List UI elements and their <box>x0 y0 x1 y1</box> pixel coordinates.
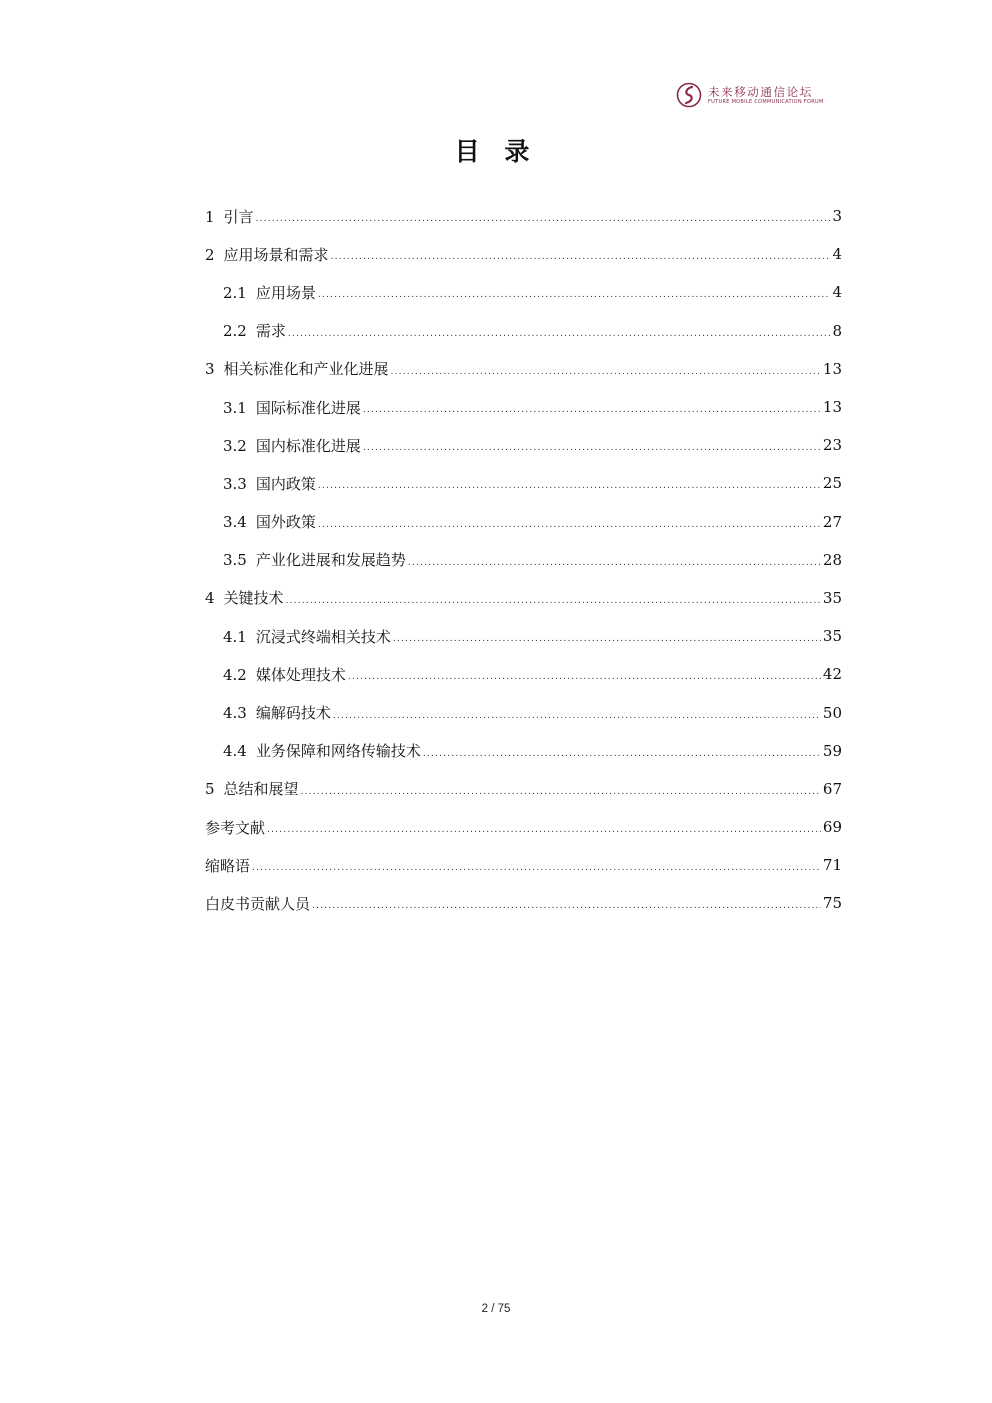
toc-entry-label <box>223 549 406 570</box>
toc-entry-text: 应用场景和需求 <box>223 245 329 264</box>
toc-entry-label <box>205 817 265 838</box>
toc-entry-text: 参考文献 <box>205 818 266 837</box>
toc-entry-text: 沉浸式终端相关技术 <box>255 627 391 646</box>
toc-entry[interactable] <box>205 846 842 884</box>
toc-entry[interactable] <box>205 732 842 770</box>
toc-entry-text: 国外政策 <box>255 513 316 532</box>
toc-entry-number: 2.1 <box>223 283 247 302</box>
toc-entry-text: 国内标准化进展 <box>255 436 361 455</box>
toc-entry[interactable] <box>205 388 842 426</box>
toc-entry-page: 35 <box>822 627 842 646</box>
toc-dot-leader <box>348 672 821 682</box>
toc-entry-number: 3.2 <box>223 436 247 455</box>
toc-entry-page: 4 <box>832 245 842 264</box>
toc-entry-number: 5 <box>205 780 215 799</box>
toc-entry[interactable] <box>205 808 842 846</box>
toc-entry-text: 应用场景 <box>255 283 316 302</box>
toc-entry-label <box>223 511 316 532</box>
toc-entry-page: 23 <box>822 436 842 455</box>
toc-entry-text: 白皮书贡献人员 <box>205 894 311 913</box>
toc-entry-label <box>223 435 361 456</box>
toc-dot-leader <box>286 596 821 606</box>
toc-entry-text: 需求 <box>255 322 286 341</box>
toc-entry-page: 13 <box>822 359 842 378</box>
toc-dot-leader <box>408 558 821 568</box>
toc-entry-page: 28 <box>822 550 842 569</box>
toc-entry-number: 2.2 <box>223 322 247 341</box>
page-number-footer: 2 / 75 <box>481 1303 511 1315</box>
toc-entry-page: 35 <box>822 588 842 607</box>
toc-entry-page: 27 <box>822 512 842 531</box>
forum-logo-mark-icon <box>676 82 702 108</box>
toc-dot-leader <box>318 290 831 300</box>
toc-entry-number: 1 <box>205 207 215 226</box>
toc-entry[interactable] <box>205 350 842 388</box>
toc-entry-label <box>205 587 284 608</box>
forum-logo <box>676 80 846 110</box>
toc-entry[interactable] <box>205 197 842 235</box>
toc-entry-number: 4.2 <box>223 665 247 684</box>
toc-entry[interactable] <box>205 655 842 693</box>
toc-entry-label <box>205 206 254 227</box>
toc-entry-number: 3.4 <box>223 513 247 532</box>
toc-entry-label <box>205 778 299 799</box>
toc-entry-text: 媒体处理技术 <box>255 665 346 684</box>
toc-dot-leader <box>391 367 821 377</box>
toc-entry-text: 总结和展望 <box>223 780 299 799</box>
toc-dot-leader <box>252 863 821 873</box>
toc-entry[interactable] <box>205 235 842 273</box>
toc-entry-label <box>205 855 250 876</box>
toc-entry-text: 相关标准化和产业化进展 <box>223 360 389 379</box>
toc-entry-page: 42 <box>822 665 842 684</box>
toc-entry-page: 25 <box>822 474 842 493</box>
toc-dot-leader <box>318 520 821 530</box>
page-title: 目 录 <box>454 137 538 166</box>
toc-dot-leader <box>312 901 821 911</box>
toc-entry-label <box>223 320 286 341</box>
toc-entry[interactable] <box>205 426 842 464</box>
toc-entry[interactable] <box>205 503 842 541</box>
logo-english-text: FUTURE MOBILE COMMUNICATION FORUM <box>708 99 824 105</box>
toc-entry-text: 引言 <box>223 207 254 226</box>
toc-entry-number: 4 <box>205 589 215 608</box>
toc-entry-label <box>223 664 346 685</box>
toc-entry-page: 69 <box>822 818 842 837</box>
toc-entry[interactable] <box>205 541 842 579</box>
toc-dot-leader <box>301 787 821 797</box>
toc-entry-number: 2 <box>205 245 215 264</box>
toc-dot-leader <box>363 443 821 453</box>
toc-entry[interactable] <box>205 273 842 311</box>
toc-entry-label <box>205 358 389 379</box>
toc-entry[interactable] <box>205 770 842 808</box>
toc-entry-text: 业务保障和网络传输技术 <box>255 742 421 761</box>
toc-entry-number: 3.1 <box>223 398 247 417</box>
toc-dot-leader <box>288 329 831 339</box>
toc-entry-label <box>205 244 329 265</box>
toc-entry-page: 75 <box>822 894 842 913</box>
table-of-contents <box>205 197 842 923</box>
toc-entry-page: 59 <box>822 741 842 760</box>
toc-entry[interactable] <box>205 884 842 922</box>
toc-entry-label <box>223 702 331 723</box>
toc-entry-text: 产业化进展和发展趋势 <box>255 551 406 570</box>
toc-entry-text: 国内政策 <box>255 474 316 493</box>
toc-entry-page: 3 <box>832 207 842 226</box>
toc-entry-number: 4.1 <box>223 627 247 646</box>
toc-entry-label <box>223 473 316 494</box>
toc-entry[interactable] <box>205 693 842 731</box>
toc-entry-text: 国际标准化进展 <box>255 398 361 417</box>
toc-dot-leader <box>423 749 821 759</box>
toc-entry[interactable] <box>205 579 842 617</box>
toc-entry-text: 缩略语 <box>205 856 251 875</box>
toc-entry-number: 4.4 <box>223 742 247 761</box>
toc-dot-leader <box>333 711 821 721</box>
toc-entry[interactable] <box>205 617 842 655</box>
toc-dot-leader <box>393 634 821 644</box>
toc-entry-number: 4.3 <box>223 704 247 723</box>
toc-dot-leader <box>363 405 821 415</box>
toc-entry-label <box>223 626 391 647</box>
toc-dot-leader <box>256 214 831 224</box>
toc-entry-page: 8 <box>832 321 842 340</box>
toc-entry-number: 3 <box>205 360 215 379</box>
toc-entry-number: 3.5 <box>223 551 247 570</box>
toc-entry-page: 71 <box>822 856 842 875</box>
toc-entry-page: 13 <box>822 398 842 417</box>
toc-entry-page: 4 <box>832 283 842 302</box>
logo-chinese-text: 未来移动通信论坛 <box>708 85 813 99</box>
toc-entry-page: 67 <box>822 779 842 798</box>
toc-entry-page: 50 <box>822 703 842 722</box>
toc-dot-leader <box>267 825 821 835</box>
toc-entry-text: 编解码技术 <box>255 704 331 723</box>
toc-entry[interactable] <box>205 464 842 502</box>
toc-entry-label <box>205 893 310 914</box>
toc-entry-text: 关键技术 <box>223 589 284 608</box>
toc-entry-number: 3.3 <box>223 474 247 493</box>
toc-entry-label <box>223 397 361 418</box>
toc-dot-leader <box>331 252 831 262</box>
toc-entry-label <box>223 282 316 303</box>
toc-entry-label <box>223 740 421 761</box>
toc-entry[interactable] <box>205 312 842 350</box>
toc-dot-leader <box>318 481 821 491</box>
